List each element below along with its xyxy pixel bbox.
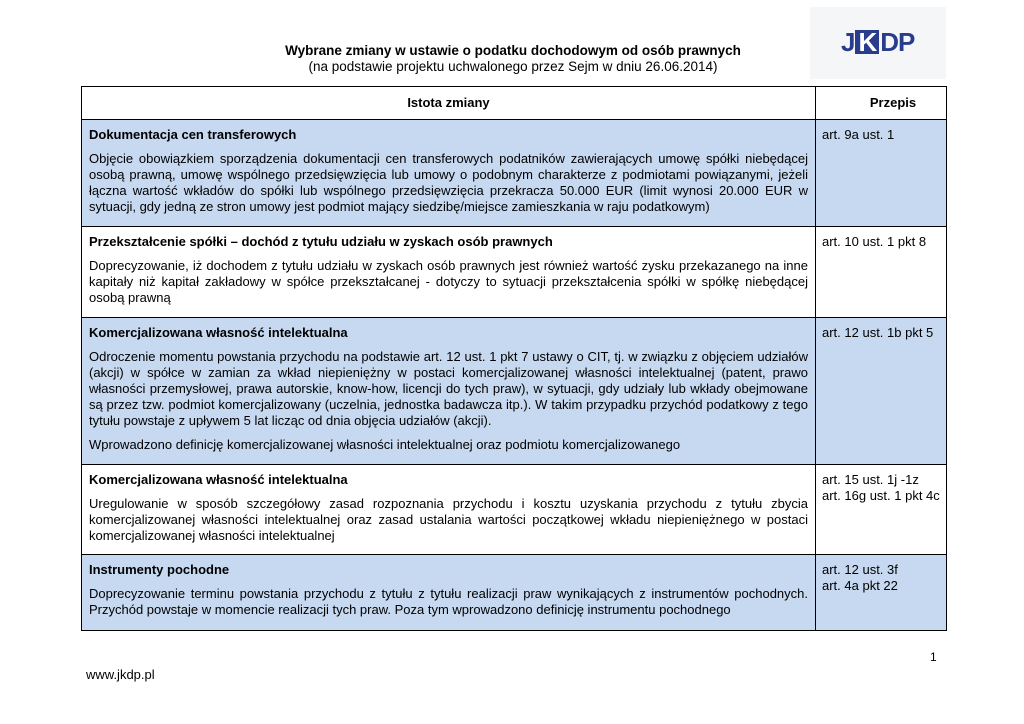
page-number: 1: [930, 650, 937, 664]
row-paragraph: Doprecyzowanie terminu powstania przychodu z tytułu z tytułu realizacji praw wynikających z instrumentów pochodnych. Przychód powstaje w momencie realizacji tych praw. Poza tym wprowadzono definicję instrumentu pochodnego: [89, 586, 808, 617]
row-description: [82, 555, 816, 630]
jkdp-logo: J K DP: [841, 27, 915, 57]
row-description: [82, 318, 816, 464]
header-essence: Istota zmiany: [82, 87, 816, 119]
row-paragraph: Odroczenie momentu powstania przychodu na podstawie art. 12 ust. 1 pkt 7 ustawy o CIT, tj. w związku z objęciem udziałów (akcji) w spółce w zamian za wkład niepieniężny w postaci komercjalizowanej własności intelektualnej (patent, prawo własności przemysłowej, prawa autorskie, know-how, licencji do tych praw), w sytuacji, gdy udziały lub wkłady obejmowane są przez tzw. podmiot komercjalizowany (uczelnia, jednostka badawcza itp.). W takim przypadku przychód podatkowy z tego tytułu powstaje z upływem 5 lat licząc od dnia objęcia udziałów (akcji).: [89, 349, 808, 428]
provision-ref: art. 12 ust. 3f: [822, 562, 898, 577]
table-row: [82, 554, 946, 630]
provision-ref: art. 10 ust. 1 pkt 8: [822, 234, 927, 249]
row-paragraph: Doprecyzowanie, iż dochodem z tytułu udziału w zyskach osób prawnych jest również wartość zysku przekazanego na inne kapitały niż kapitał zakładowy w spółce przekształcanej - dotyczy to sytuacji przekształcenia spółki w spółkę niebędącej osobą prawną: [89, 258, 808, 305]
provision-ref: art. 16g ust. 1 pkt 4c: [822, 488, 940, 503]
table-header-row: [82, 87, 946, 119]
row-heading: Przekształcenie spółki – dochód z tytułu udziału w zyskach osób prawnych: [89, 234, 553, 249]
table-row: [82, 226, 946, 317]
provision-ref: art. 9a ust. 1: [822, 127, 895, 142]
row-provision: [816, 465, 946, 554]
row-provision: [816, 318, 946, 464]
row-heading: Instrumenty pochodne: [89, 562, 230, 577]
row-heading: Komercjalizowana własność intelektualna: [89, 472, 348, 487]
row-provision: [816, 555, 946, 630]
row-heading: Komercjalizowana własność intelektualna: [89, 325, 348, 340]
row-description: [82, 465, 816, 554]
footer-url[interactable]: www.jkdp.pl: [86, 667, 155, 682]
table-row: [82, 119, 946, 226]
row-description: [82, 227, 816, 317]
row-paragraph: Objęcie obowiązkiem sporządzenia dokumentacji cen transferowych podatników zawierających umowę spółki niebędącej osobą prawną, umowę wspólnego przedsięwzięcia lub umowy o podobnym charakterze z podmiotami powiązanymi, jeżeli łączna wartość wkładów do spółki lub wspólnego przedsięwzięcia przekracza 50.000 EUR (limit wynosi 20.000 EUR w sytuacji, gdy jedną ze stron umowy jest podmiot mający siedzibę/miejsce zamieszkania w raju podatkowym): [89, 151, 808, 214]
row-paragraph: Uregulowanie w sposób szczegółowy zasad rozpoznania przychodu i kosztu uzyskania przychodu z tytułu zbycia komercjalizowanej własności intelektualnej oraz zasad ustalania wartości początkowej wkładu niepieniężnego w postaci komercjalizowanej własności intelektualnej: [89, 496, 808, 543]
changes-table: [81, 86, 947, 631]
provision-ref: art. 12 ust. 1b pkt 5: [822, 325, 934, 340]
document-subtitle: (na podstawie projektu uchwalonego przez Sejm w dniu 26.06.2014): [308, 59, 718, 74]
document-title: Wybrane zmiany w ustawie o podatku dochodowym od osób prawnych: [285, 43, 741, 58]
table-row: [82, 317, 946, 464]
table-row: [82, 464, 946, 554]
row-provision: [816, 227, 946, 317]
row-description: [82, 120, 816, 226]
header-provision: Przepis: [869, 95, 917, 110]
row-paragraph: Wprowadzono definicję komercjalizowanej własności intelektualnej oraz podmiotu komercjalizowanego: [89, 437, 681, 452]
provision-ref: art. 4a pkt 22: [822, 578, 898, 593]
row-provision: [816, 120, 946, 226]
provision-ref: art. 15 ust. 1j -1z: [822, 472, 919, 487]
row-heading: Dokumentacja cen transferowych: [89, 127, 297, 142]
